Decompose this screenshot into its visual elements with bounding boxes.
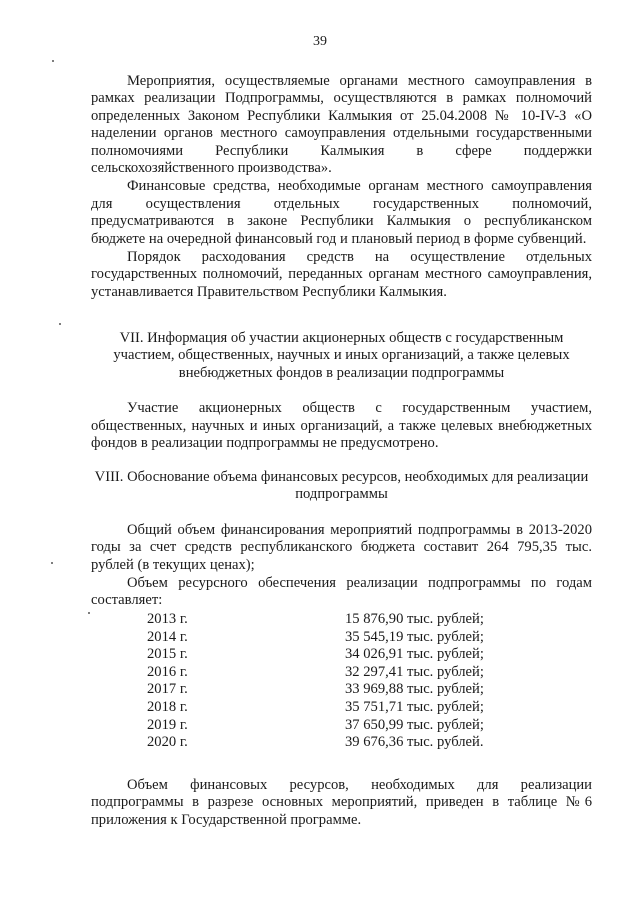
year-cell: 2015 г.	[147, 646, 188, 663]
year-cell: 2013 г.	[147, 611, 188, 627]
year-cell: 2016 г.	[147, 663, 188, 680]
amount-cell: 35 751,71 тыс. рублей;	[345, 698, 484, 715]
section-8-paragraph-2: Объем ресурсного обеспечения реализации подпрограммы по годам составляет:	[91, 575, 592, 609]
amount-cell: 39 676,36 тыс. рублей.	[345, 734, 484, 751]
intro-section	[91, 73, 592, 301]
funding-row	[91, 611, 592, 629]
funding-row	[91, 664, 592, 682]
scan-speck	[51, 562, 53, 564]
intro-paragraph-1: Мероприятия, осуществляемые органами местного самоуправления в рамках реализации Подпрограммы, осуществляются в рамках полномочий определенных Законом Республики Калмыкия от 25.04.2008 № 10-IV-З «О наделении органов местного самоуправления отдельными государственными полномочиями Республики Калмыкия в сфере поддержки сельскохозяйственного производства».	[91, 73, 592, 177]
year-cell: 2019 г.	[147, 716, 188, 733]
year-cell: 2018 г.	[147, 698, 188, 715]
section-7	[91, 330, 592, 452]
amount-cell: 33 969,88 тыс. рублей;	[345, 681, 484, 698]
funding-by-year-list	[91, 611, 592, 752]
amount-cell: 32 297,41 тыс. рублей;	[345, 663, 484, 680]
funding-row	[91, 646, 592, 664]
section-8-paragraph-1: Общий объем финансирования мероприятий подпрограммы в 2013-2020 годы за счет средств республиканского бюджета составит 264 795,35 тыс. рублей (в текущих ценах);	[91, 521, 592, 573]
amount-cell: 15 876,90 тыс. рублей;	[345, 611, 484, 627]
funding-row	[91, 681, 592, 699]
intro-paragraph-2: Финансовые средства, необходимые органам местного самоуправления для осуществления отдельных государственных полномочий, предусматриваются в законе Республики Калмыкия о республиканском бюджете на очередной финансовый год и плановый период в форме субвенций.	[91, 178, 592, 247]
year-cell: 2020 г.	[147, 734, 188, 751]
closing-paragraph: Объем финансовых ресурсов, необходимых для реализации подпрограммы в разрезе основных мероприятий, приведен в таблице №6 приложения к Государственной программе.	[91, 777, 592, 828]
scan-speck	[59, 323, 61, 325]
amount-cell: 34 026,91 тыс. рублей;	[345, 646, 484, 663]
section-8-heading: VIII. Обоснование объема финансовых ресурсов, необходимых для реализации подпрограммы	[94, 469, 589, 503]
funding-row	[91, 734, 592, 752]
year-cell: 2017 г.	[147, 681, 188, 698]
funding-row	[91, 717, 592, 735]
scan-speck	[52, 60, 54, 62]
closing-section	[91, 777, 592, 829]
page-number: 39	[313, 34, 327, 49]
amount-cell: 37 650,99 тыс. рублей;	[345, 716, 484, 733]
funding-row	[91, 629, 592, 647]
amount-cell: 35 545,19 тыс. рублей;	[345, 628, 484, 645]
intro-paragraph-3: Порядок расходования средств на осуществление отдельных государственных полномочий, переданных органам местного самоуправления, устанавливается Правительством Республики Калмыкия.	[91, 249, 592, 300]
section-7-paragraph: Участие акционерных обществ с государственным участием, общественных, научных и иных организаций, а также целевых внебюджетных фондов в реализации подпрограммы не предусмотрено.	[91, 400, 592, 452]
section-7-heading: VII. Информация об участии акционерных обществ с государственным участием, общественных, научных и иных организаций, а также целевых внебюджетных фондов в реализации подпрограммы	[113, 330, 570, 381]
scan-speck	[88, 612, 90, 614]
funding-row	[91, 699, 592, 717]
year-cell: 2014 г.	[147, 628, 188, 645]
section-8	[91, 469, 592, 610]
